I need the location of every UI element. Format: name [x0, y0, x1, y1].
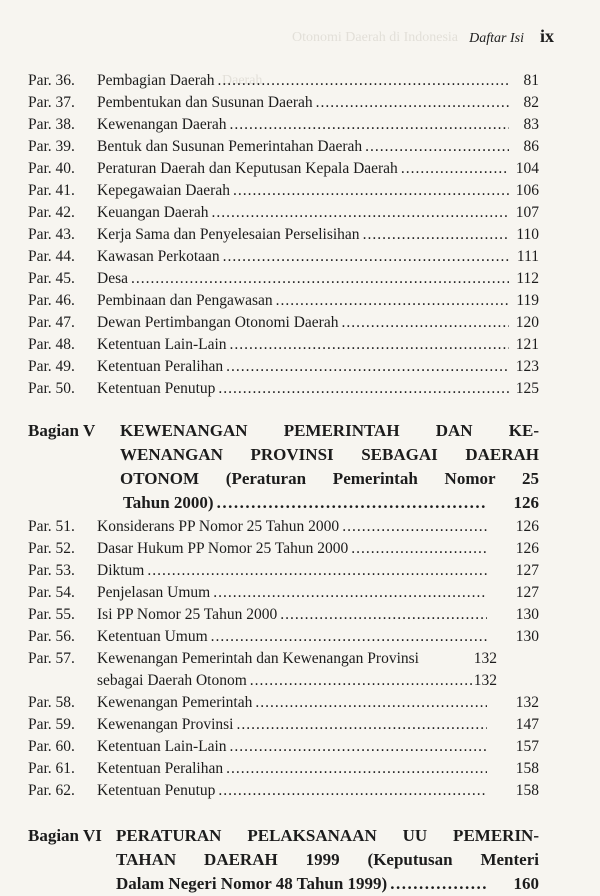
dot-leader [341, 312, 509, 334]
entry-title: Desa [97, 270, 128, 287]
entry-page: 158 [515, 760, 539, 777]
dot-leader [230, 334, 509, 356]
toc-entry [28, 312, 545, 334]
toc-entry [28, 736, 545, 758]
entry-page: 158 [515, 782, 539, 799]
toc-group-a [28, 70, 545, 400]
entry-title: Dasar Hukum PP Nomor 25 Tahun 2000 [97, 540, 349, 557]
section-label: Bagian VI [28, 826, 102, 845]
entry-number: Par. 56. [28, 628, 75, 645]
dot-leader [218, 780, 487, 802]
toc-entry [28, 648, 545, 670]
toc-entry [28, 780, 545, 802]
entry-page: 127 [515, 584, 539, 601]
toc-entry [28, 516, 545, 538]
entry-page: 107 [515, 204, 539, 221]
entry-title: Dewan Pertimbangan Otonomi Daerah [97, 314, 339, 331]
toc-entry [28, 334, 545, 356]
entry-title: Ketentuan Lain-Lain [97, 336, 227, 353]
entry-number: Par. 59. [28, 716, 75, 733]
entry-number: Par. 45. [28, 270, 75, 287]
entry-title: Ketentuan Penutup [97, 380, 216, 397]
toc-entry [28, 202, 545, 224]
entry-page: 132 [473, 650, 497, 667]
dot-leader [365, 136, 509, 158]
entry-page: 119 [516, 292, 539, 309]
dot-leader [276, 290, 509, 312]
entry-number: Par. 52. [28, 540, 75, 557]
section-title-line: TAHAN DAERAH 1999 (Keputusan Menteri [116, 850, 539, 869]
dot-leader [342, 516, 487, 538]
toc-entry [28, 582, 545, 604]
entry-number: Par. 38. [28, 116, 75, 133]
dot-leader [255, 692, 487, 714]
entry-page: 125 [515, 380, 539, 397]
entry-number: Par. 53. [28, 562, 75, 579]
entry-title: Bentuk dan Susunan Pemerintahan Daerah [97, 138, 363, 155]
entry-page: 82 [523, 94, 539, 111]
entry-page: 110 [516, 226, 539, 243]
dot-leader [250, 670, 475, 692]
entry-number: Par. 39. [28, 138, 75, 155]
dot-leader [390, 872, 487, 896]
entry-title: Keuangan Daerah [97, 204, 209, 221]
toc-group-b [28, 516, 545, 648]
entry-page: 121 [515, 336, 539, 353]
entry-number: Par. 49. [28, 358, 75, 375]
entry-title: Peraturan Daerah dan Keputusan Kepala Daerah [97, 160, 398, 177]
entry-page: 157 [515, 738, 539, 755]
dot-leader [217, 491, 487, 515]
section-title-line: OTONOM (Peraturan Pemerintah Nomor 25 [120, 469, 539, 488]
entry-number: Par. 55. [28, 606, 75, 623]
toc-entry [28, 692, 545, 714]
entry-number: Par. 37. [28, 94, 75, 111]
header-page-number: ix [539, 26, 554, 46]
dot-leader [218, 378, 509, 400]
entry-title: Kewenangan Pemerintah dan Kewenangan Provinsi [97, 650, 419, 667]
entry-title: Ketentuan Lain-Lain [97, 738, 227, 755]
toc-entry [28, 378, 545, 400]
entry-page: 106 [515, 182, 539, 199]
dot-leader [401, 158, 509, 180]
entry-number: Par. 62. [28, 782, 75, 799]
entry-number: Par. 48. [28, 336, 75, 353]
bleed-through-text: Daerah [222, 73, 263, 88]
entry-number: Par. 57. [28, 650, 75, 667]
toc-entry [28, 604, 545, 626]
entry-title: Penjelasan Umum [97, 584, 211, 601]
entry-number: Par. 61. [28, 760, 75, 777]
entry-page: 126 [515, 540, 539, 557]
toc-entry [28, 758, 545, 780]
section-v-heading [28, 419, 545, 515]
dot-leader [211, 202, 509, 224]
entry-title: Ketentuan Peralihan [97, 358, 224, 375]
entry-title: sebagai Daerah Otonom [97, 672, 247, 689]
entry-number: Par. 60. [28, 738, 75, 755]
section-title-line: KEWENANGAN PEMERINTAH DAN KE- [120, 421, 539, 440]
entry-title: Kewenangan Pemerintah [97, 694, 253, 711]
entry-number: Par. 43. [28, 226, 75, 243]
section-vi-heading [28, 824, 545, 896]
entry-number: Par. 40. [28, 160, 75, 177]
header-title: Daftar Isi [469, 31, 524, 46]
toc-entry [28, 538, 545, 560]
toc-entry [28, 290, 545, 312]
entry-title: Pembinaan dan Pengawasan [97, 292, 273, 309]
dot-leader [280, 604, 487, 626]
entry-number: Par. 41. [28, 182, 75, 199]
entry-number: Par. 44. [28, 248, 75, 265]
entry-number: Par. 51. [28, 518, 75, 535]
entry-title: Ketentuan Peralihan [97, 760, 224, 777]
dot-leader [223, 246, 509, 268]
section-title-line: WENANGAN PROVINSI SEBAGAI DAERAH [120, 445, 539, 464]
entry-page: 147 [515, 716, 539, 733]
entry-number: Par. 46. [28, 292, 75, 309]
entry-page: 81 [523, 72, 539, 89]
toc-entry [28, 70, 545, 92]
dot-leader [147, 560, 487, 582]
dot-leader [363, 224, 509, 246]
toc-entry [28, 626, 545, 648]
entry-page: 112 [516, 270, 539, 287]
entry-page: 86 [523, 138, 539, 155]
entry-title: Isi PP Nomor 25 Tahun 2000 [97, 606, 278, 623]
dot-leader [213, 582, 487, 604]
toc-entry [28, 180, 545, 202]
dot-leader [131, 268, 509, 290]
entry-title: Konsiderans PP Nomor 25 Tahun 2000 [97, 518, 340, 535]
entry-title: Kewenangan Provinsi [97, 716, 234, 733]
toc-entry [28, 114, 545, 136]
toc-entry [28, 246, 545, 268]
entry-page: 120 [515, 314, 539, 331]
bleed-through-text: Otonomi Daerah di Indonesia [292, 30, 459, 45]
entry-page: 132 [515, 694, 539, 711]
entry-title: Ketentuan Umum [97, 628, 208, 645]
dot-leader [351, 538, 487, 560]
entry-page: 123 [515, 358, 539, 375]
toc-group-c [28, 692, 545, 802]
entry-page: 130 [515, 606, 539, 623]
entry-number: Par. 54. [28, 584, 75, 601]
toc-entry [28, 268, 545, 290]
entry-title: Pembagian Daerah [97, 72, 215, 89]
toc-entry [28, 158, 545, 180]
entry-number: Par. 47. [28, 314, 75, 331]
entry-page: 111 [516, 248, 539, 265]
section-title-line: PERATURAN PELAKSANAAN UU PEMERIN- [116, 826, 539, 845]
section-title-line: Dalam Negeri Nomor 48 Tahun 1999) [116, 874, 388, 893]
section-label: Bagian V [28, 421, 96, 440]
section-page: 126 [513, 493, 539, 512]
entry-title: Kawasan Perkotaan [97, 248, 220, 265]
entry-number: Par. 50. [28, 380, 75, 397]
toc-entry [28, 714, 545, 736]
dot-leader [230, 736, 487, 758]
entry-page: 83 [523, 116, 539, 133]
entry-page: 132 [473, 672, 497, 689]
entry-page: 130 [515, 628, 539, 645]
entry-title: Diktum [97, 562, 145, 579]
table-of-contents [28, 70, 545, 896]
entry-title: Ketentuan Penutup [97, 782, 216, 799]
section-page: 160 [513, 874, 539, 893]
entry-number: Par. 36. [28, 72, 75, 89]
entry-title: Kerja Sama dan Penyelesaian Perselisihan [97, 226, 360, 243]
dot-leader [236, 714, 487, 736]
toc-entry [28, 560, 545, 582]
entry-number: Par. 42. [28, 204, 75, 221]
entry-page: 126 [515, 518, 539, 535]
dot-leader [233, 180, 509, 202]
toc-entry [28, 136, 545, 158]
dot-leader [218, 70, 510, 92]
running-header [469, 26, 554, 47]
dot-leader [211, 626, 487, 648]
dot-leader [226, 356, 509, 378]
entry-page: 104 [515, 160, 539, 177]
entry-page: 127 [515, 562, 539, 579]
section-title-line: Tahun 2000) [123, 493, 214, 512]
toc-entry-continuation [28, 670, 545, 692]
entry-title: Kepegawaian Daerah [97, 182, 230, 199]
dot-leader [226, 758, 487, 780]
toc-entry [28, 356, 545, 378]
entry-title: Kewenangan Daerah [97, 116, 227, 133]
dot-leader [230, 114, 509, 136]
toc-entry [28, 224, 545, 246]
dot-leader [316, 92, 509, 114]
entry-title: Pembentukan dan Susunan Daerah [97, 94, 313, 111]
entry-number: Par. 58. [28, 694, 75, 711]
toc-entry [28, 92, 545, 114]
